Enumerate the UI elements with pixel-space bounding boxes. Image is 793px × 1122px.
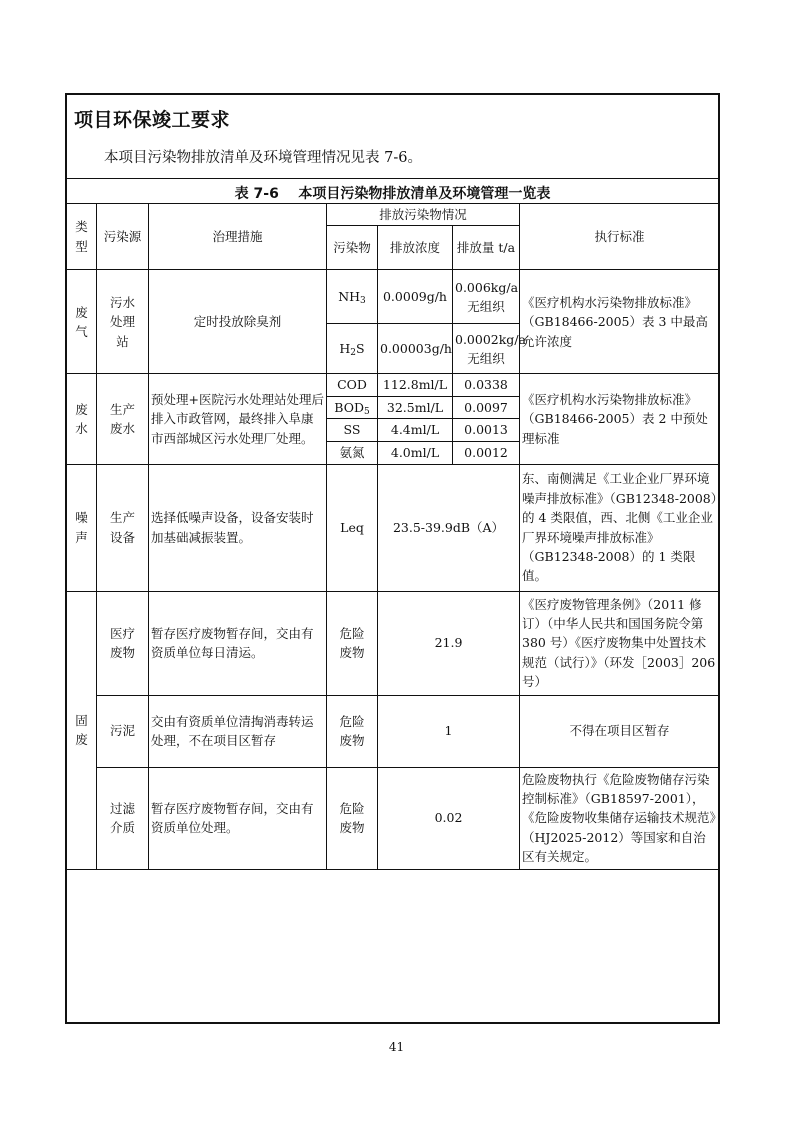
pollutant-noise: Leq — [327, 464, 378, 591]
table-row — [67, 695, 720, 767]
measure-cell: 暂存医疗废物暂存间，交由有资质单位每日清运。 — [149, 591, 327, 695]
type-gas: 废气 — [67, 270, 97, 374]
amount-cell: 21.9 — [378, 591, 520, 695]
section-title: 项目环保竣工要求 — [74, 109, 231, 131]
table-row — [67, 591, 720, 695]
source-noise: 生产设备 — [97, 464, 149, 591]
table-row — [67, 374, 720, 396]
standard-gas: 《医疗机构水污染物排放标准》（GB18466-2005）表 3 中最高允许浓度 — [520, 270, 720, 374]
table-row — [67, 270, 720, 324]
header-row — [67, 204, 720, 226]
amount-cell: 0.0012 — [453, 441, 520, 464]
header-emission-group: 排放污染物情况 — [327, 204, 520, 226]
concentration-cell: 4.0ml/L — [378, 441, 453, 464]
pollutant-cell: 氨氮 — [327, 441, 378, 464]
table-caption: 表 7-6 本项目污染物排放清单及环境管理一览表 — [234, 186, 551, 202]
measure-gas: 定时投放除臭剂 — [149, 270, 327, 374]
measure-noise: 选择低噪声设备，设备安装时加基础减振装置。 — [149, 464, 327, 591]
concentration-cell: 0.00003g/h — [378, 324, 453, 374]
standard-cell: 不得在项目区暂存 — [520, 695, 720, 767]
concentration-cell: 0.0009g/h — [378, 270, 453, 324]
type-noise: 噪声 — [67, 464, 97, 591]
source-cell: 过滤介质 — [97, 767, 149, 869]
header-pollutant: 污染物 — [327, 226, 378, 270]
measure-cell: 交由有资质单位清掏消毒转运处理，不在项目区暂存 — [149, 695, 327, 767]
standard-cell: 危险废物执行《危险废物储存污染控制标准》（GB18597-2001），《危险废物收集储存运输技术规范》（HJ2025-2012）等国家和自治区有关规定。 — [520, 767, 720, 869]
page-number: 41 — [388, 1040, 405, 1054]
measure-cell: 暂存医疗废物暂存间，交由有资质单位处理。 — [149, 767, 327, 869]
header-source: 污染源 — [97, 204, 149, 270]
pollutant-cell: COD — [327, 374, 378, 396]
table-row — [67, 767, 720, 869]
type-solid: 固废 — [67, 591, 97, 869]
pollutant-table — [66, 203, 720, 870]
header-measure: 治理措施 — [149, 204, 327, 270]
amount-cell: 0.0013 — [453, 419, 520, 441]
concentration-cell: 32.5ml/L — [378, 396, 453, 418]
pollutant-cell: $NH_3$ — [327, 270, 378, 324]
measure-water: 预处理+医院污水处理站处理后排入市政管网，最终排入阜康市西部城区污水处理厂处理。 — [149, 374, 327, 464]
pollutant-cell: SS — [327, 419, 378, 441]
pollutant-cell: $H_2S$ — [327, 324, 378, 374]
concentration-cell: 112.8ml/L — [378, 374, 453, 396]
header-concentration: 排放浓度 — [378, 226, 453, 270]
pollutant-cell: 危险废物 — [327, 591, 378, 695]
type-water: 废水 — [67, 374, 97, 464]
source-water: 生产废水 — [97, 374, 149, 464]
source-cell: 污泥 — [97, 695, 149, 767]
header-type: 类型 — [67, 204, 97, 270]
pollutant-cell: 危险废物 — [327, 767, 378, 869]
header-standard: 执行标准 — [520, 204, 720, 270]
standard-cell: 《医疗废物管理条例》（2011 修订）（中华人民共和国国务院令第 380 号）《医疗废物集中处置技术规范（试行）》（环发［2003］206 号） — [520, 591, 720, 695]
pollutant-cell: $BOD_5$ — [327, 396, 378, 418]
source-gas: 污水处理站 — [97, 270, 149, 374]
source-cell: 医疗废物 — [97, 591, 149, 695]
value-noise: 23.5-39.9dB（A） — [378, 464, 520, 591]
amount-cell: 0.02 — [378, 767, 520, 869]
amount-cell: 0.0002kg/a 无组织 — [453, 324, 520, 374]
amount-cell: 0.0338 — [453, 374, 520, 396]
amount-cell: 1 — [378, 695, 520, 767]
amount-cell: 0.006kg/a 无组织 — [453, 270, 520, 324]
standard-noise: 东、南侧满足《工业企业厂界环境噪声排放标准》（GB12348-2008）的 4 类限值，西、北侧《工业企业厂界环境噪声排放标准》（GB12348-2008）的 1 类限值。 — [520, 464, 720, 591]
concentration-cell: 4.4ml/L — [378, 419, 453, 441]
divider — [66, 178, 719, 179]
table-row — [67, 464, 720, 591]
header-amount: 排放量 t/a — [453, 226, 520, 270]
intro-text: 本项目污染物排放清单及环境管理情况见表 7-6。 — [104, 150, 422, 166]
amount-cell: 0.0097 — [453, 396, 520, 418]
standard-water: 《医疗机构水污染物排放标准》（GB18466-2005）表 2 中预处理标准 — [520, 374, 720, 464]
pollutant-cell: 危险废物 — [327, 695, 378, 767]
